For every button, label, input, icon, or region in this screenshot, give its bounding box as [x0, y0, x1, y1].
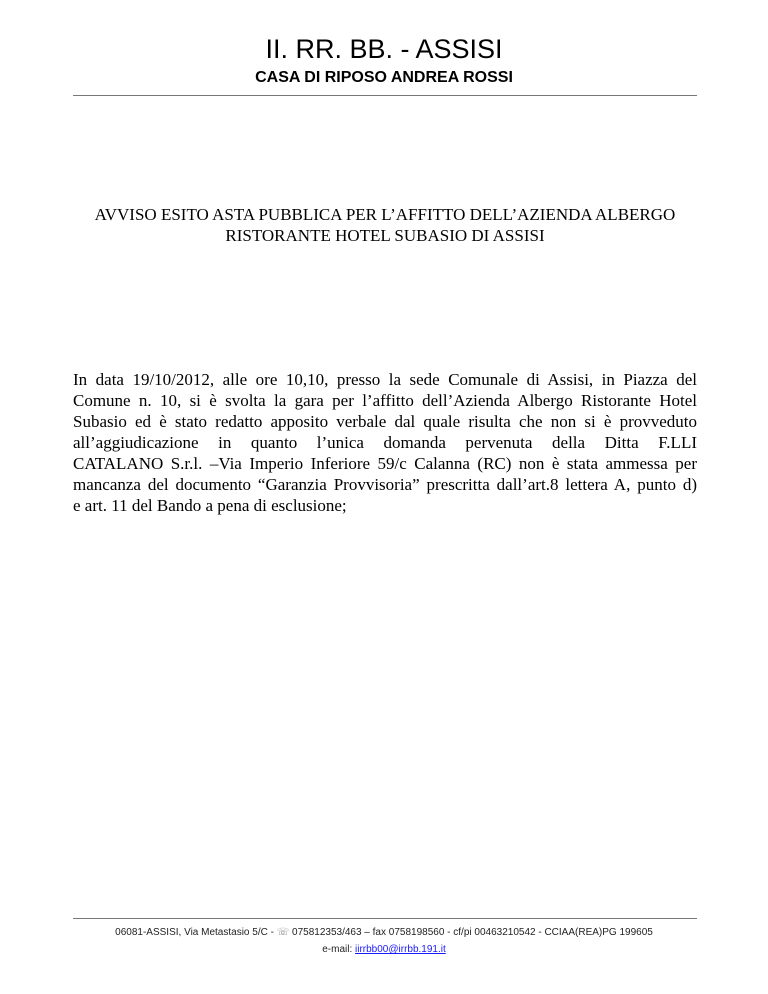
- body-line: In data 19/10/2012, alle ore 10,10, presso la sede Comunale di Assisi, in Piazza del: [73, 370, 697, 389]
- institution-subtitle: CASA DI RIPOSO ANDREA ROSSI: [255, 69, 513, 86]
- body-line: CATALANO S.r.l. –Via Imperio Inferiore 59/c Calanna (RC) non è stata ammessa per: [73, 454, 697, 473]
- footer-email: [0, 944, 768, 955]
- body-line: mancanza del documento “Garanzia Provvisoria” prescritta dall’art.8 lettera A, punto d): [73, 475, 697, 494]
- footer-address: [0, 927, 768, 938]
- institution-title: II. RR. BB. - ASSISI: [265, 34, 503, 64]
- body-line: e art. 11 del Bando a pena di esclusione;: [73, 496, 347, 515]
- body-line: Comune n. 10, si è svolta la gara per l’affitto dell’Azienda Albergo Ristorante Hotel: [73, 391, 697, 410]
- email-label: e-mail:: [322, 944, 356, 955]
- footer-divider: [73, 918, 697, 919]
- email-link[interactable]: iirrbb00@irrbb.191.it: [355, 944, 446, 955]
- address-text: 06081-ASSISI, Via Metastasio 5/C -: [115, 927, 277, 938]
- header-divider: [73, 95, 697, 96]
- contact-text: 075812353/463 – fax 0758198560 - cf/pi 00463210542 - CCIAA(REA)PG 199605: [289, 927, 653, 938]
- notice-body: [73, 369, 697, 516]
- body-line: all’aggiudicazione in quanto l’unica domanda pervenuta della Ditta F.LLI: [73, 433, 697, 452]
- body-line: Subasio ed è stato redatto apposito verbale dal quale risulta che non si è provveduto: [73, 412, 697, 431]
- heading-line: RISTORANTE HOTEL SUBASIO DI ASSISI: [225, 226, 545, 245]
- notice-heading: [73, 204, 697, 246]
- phone-icon: ☏: [276, 927, 290, 938]
- heading-line: AVVISO ESITO ASTA PUBBLICA PER L’AFFITTO DELL’AZIENDA ALBERGO: [94, 205, 676, 224]
